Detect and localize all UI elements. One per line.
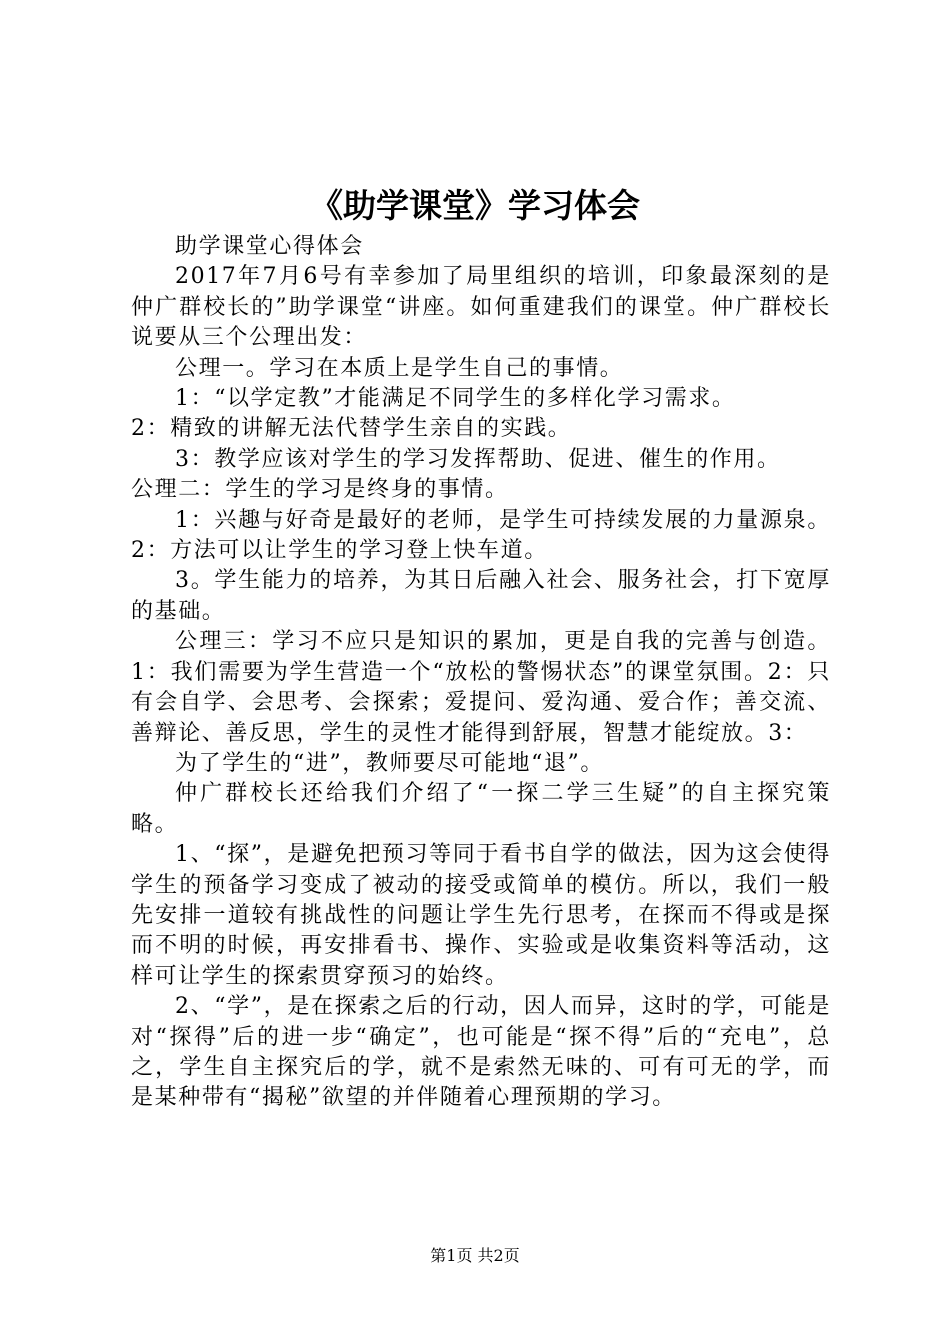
paragraph-strategy-intro: 仲广群校长还给我们介绍了“一探二学三生疑”的自主探究策略。 xyxy=(131,781,831,837)
paragraph-axiom-3: 公理三：学习不应只是知识的累加，更是自我的完善与创造。1：我们需要为学生营造一个“放松的警惕状态”的课堂氛围。2：只有会自学、会思考、会探索；爱提问、爱沟通、爱合作；善交流、善辩论、善反思，学生的灵性才能得到舒展，智慧才能绽放。3： xyxy=(131,629,831,746)
paragraph-axiom-2: 公理二：学生的学习是终身的事情。 xyxy=(131,477,509,503)
paragraph-axiom-1: 公理一。学习在本质上是学生自己的事情。 xyxy=(175,355,624,381)
paragraph-axiom-1-point-2: 2：精致的讲解无法代替学生亲自的实践。 xyxy=(131,416,572,442)
paragraph-strategy-learn: 2、“学”，是在探索之后的行动，因人而异，这时的学，可能是对“探得”后的进一步“确定”，也可能是“探不得”后的“充电”，总之，学生自主探究后的学，就不是索然无味的、可有可无的学，而是某种带有“揭秘”欲望的并伴随着心理预期的学习。 xyxy=(131,994,831,1111)
paragraph-axiom-1-point-1: 1：“以学定教”才能满足不同学生的多样化学习需求。 xyxy=(175,386,736,412)
page-number: 第1页 共2页 xyxy=(430,1246,520,1265)
document-body xyxy=(131,232,831,1114)
paragraph-subtitle: 助学课堂心得体会 xyxy=(175,234,364,259)
page-title: 《助学课堂》学习体会 xyxy=(310,186,640,225)
paragraph-axiom-1-point-3: 3：教学应该对学生的学习发挥帮助、促进、催生的作用。 xyxy=(175,446,781,472)
paragraph-intro: 2017年7月6号有幸参加了局里组织的培训，印象最深刻的是仲广群校长的”助学课堂“讲座。如何重建我们的课堂。仲广群校长说要从三个公理出发： xyxy=(131,264,831,351)
paragraph-axiom-2-point-3: 3。学生能力的培养，为其日后融入社会、服务社会，打下宽厚的基础。 xyxy=(131,568,831,624)
paragraph-teacher-retreat: 为了学生的“进”，教师要尽可能地“退”。 xyxy=(175,750,604,776)
paragraph-axiom-2-points-1-2: 1：兴趣与好奇是最好的老师，是学生可持续发展的力量源泉。2：方法可以让学生的学习登上快车道。 xyxy=(131,507,831,564)
paragraph-strategy-explore: 1、“探”，是避免把预习等同于看书自学的做法，因为这会使得学生的预备学习变成了被动的接受或简单的模仿。所以，我们一般先安排一道较有挑战性的问题让学生先行思考，在探而不得或是探而不明的时候，再安排看书、操作、实验或是收集资料等活动，这样可让学生的探索贯穿预习的始终。 xyxy=(131,842,831,989)
